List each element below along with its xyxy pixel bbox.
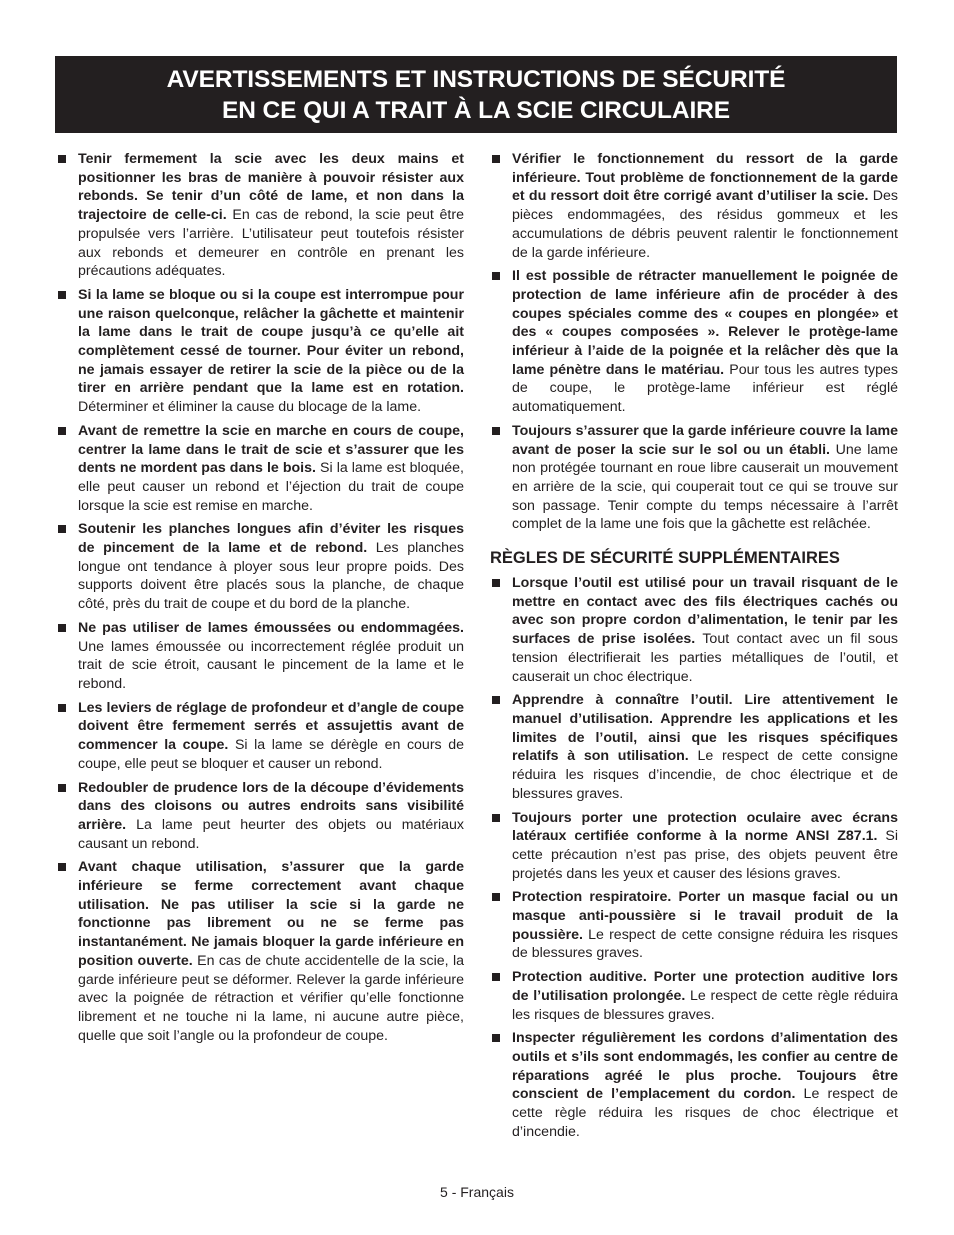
bullet-icon: [58, 427, 66, 435]
item-text: Le respect de cette consigne réduira les risques d’incendie, de choc électrique et de blessures graves.: [512, 748, 898, 802]
bullet-icon: [492, 155, 500, 163]
item-text: Si cette précaution n’est pas prise, des objets peuvent être projetés dans les yeux et causer des lésions graves.: [512, 828, 898, 882]
item-bold-text: Avant chaque utilisation, s’assurer que la garde inférieure se ferme correctement avant chaque utilisation. Ne pas utiliser la scie si la garde ne fonctionne pas librement ou ne se ferme pas instantanément. Ne jamais bloquer la garde inférieure en position ouverte.: [78, 859, 464, 969]
item-bold-text: Vérifier le fonctionnement du ressort de la garde inférieure. Tout problème de fonctionnement de la garde et du ressort doit être corrigé avant d’utiliser la scie.: [512, 151, 898, 205]
list-item: [56, 699, 464, 774]
bullet-icon: [58, 624, 66, 632]
item-bold-text: Il est possible de rétracter manuellement le poignée de protection de lame inférieure afin de procéder à des coupes spéciales comme des « coupes en plongée» et des « coupes composées ». Relever le protège-lame inférieur à l’aide de la poignée et la relâcher dès que la lame pénètre dans le matériau.: [512, 268, 898, 378]
bullet-icon: [58, 784, 66, 792]
bullet-icon: [492, 579, 500, 587]
item-text: Tout contact avec un fil sous tension électrifierait les parties métalliques de l’outil, et causerait un choc électrique.: [512, 631, 898, 685]
item-text: En cas de rebond, la scie peut être propulsée vers l’arrière. L’utilisateur peut toutefois résister aux rebonds et demeurer en contrôle en prenant les précautions adéquates.: [78, 207, 464, 280]
list-item: [490, 888, 898, 963]
item-bold-text: Lorsque l’outil est utilisé pour un travail risquant de le mettre en contact avec des fils électriques cachés ou avec son propre cordon d’alimentation, le tenir par les surfaces de prise isolées.: [512, 575, 898, 648]
item-text: Si la lame est bloquée, elle peut causer un rebond et l’éjection du trait de coupe lorsque la scie est remise en marche.: [78, 460, 465, 514]
bullet-icon: [492, 427, 500, 435]
bullet-icon: [58, 863, 66, 871]
item-text: Une lame non protégée tournant en roue libre causerait un mouvement en arrière de la scie, qui couperait tout ce qui se trouve sur son passage. Tenir compte du temps nécessaire à l’arrêt complet de la lame une fois que la gâchette est relâchée.: [512, 441, 899, 533]
list-item: [490, 691, 898, 803]
page-title-banner: [55, 56, 897, 133]
list-item: [490, 422, 898, 534]
item-bold-text: Apprendre à connaître l’outil. Lire attentivement le manuel d’utilisation. Apprendre les applications et les limites de l’outil, ainsi que les risques spécifiques relatifs à son utilisation.: [512, 692, 898, 765]
item-text: Le respect de cette consigne réduira les risques de blessures graves.: [512, 926, 898, 962]
page-title-line-2: EN CE QUI A TRAIT À LA SCIE CIRCULAIRE: [222, 96, 730, 124]
item-bold-text: Si la lame se bloque ou si la coupe est interrompue pour une raison quelconque, relâcher la gâchette et maintenir la lame dans le trait de coupe jusqu’à ce qu’elle ait complètement cessé de tourner. Pour éviter un rebond, ne jamais essayer de retirer la scie de la pièce ou de la tirer en arrière pendant que la lame est en rotation.: [78, 286, 464, 397]
page-title-line-1: AVERTISSEMENTS ET INSTRUCTIONS DE SÉCURITÉ: [166, 65, 786, 93]
item-text: Déterminer et éliminer la cause du blocage de la lame.: [78, 399, 422, 416]
bullet-icon: [58, 704, 66, 712]
item-text: Le respect de cette règle réduira les risques de blessures graves.: [512, 987, 898, 1023]
list-item: [56, 286, 464, 417]
bullet-icon: [58, 525, 66, 533]
bullet-icon: [492, 893, 500, 901]
item-bold-text: Tenir fermement la scie avec les deux mains et positionner les bras de manière à pouvoir résister aux rebonds. Se tenir d’un côté de lame, et non dans la trajectoire de celle-ci.: [78, 151, 464, 224]
item-bold-text: Redoubler de prudence lors de la découpe d’évidements dans des cloisons ou autres endroits sans visibilité arrière.: [78, 779, 464, 833]
list-item: [56, 422, 464, 516]
item-text: La lame peut heurter des objets ou matériaux causant un rebond.: [78, 816, 464, 852]
list-item: [490, 968, 898, 1024]
bullet-icon: [58, 291, 66, 299]
item-bold-text: Toujours porter une protection oculaire avec écrans latéraux certifiée conforme à la norme ANSI Z87.1.: [512, 809, 898, 845]
item-bold-text: Soutenir les planches longues afin d’éviter les risques de pincement de la lame et de rebond.: [78, 521, 464, 557]
right-column: [490, 150, 898, 1146]
item-text: Le respect de cette règle réduira les risques de choc électrique et d’incendie.: [512, 1086, 898, 1140]
item-bold-text: Inspecter régulièrement les cordons d’alimentation des outils et s’ils sont endommagés, les confier au centre de réparations agréé le plus proche. Toujours être conscient de l’emplacement du cordon.: [512, 1030, 898, 1103]
item-bold-text: Avant de remettre la scie en marche en cours de coupe, centrer la lame dans le trait de scie et s’assurer que les dents ne mordent pas dans le bois.: [78, 422, 464, 477]
page-footer: 5 - Français: [440, 1184, 514, 1200]
list-item: [56, 779, 464, 854]
item-bold-text: Protection respiratoire. Porter un masque facial ou un masque anti-poussière si le travail produit de la poussière.: [512, 889, 898, 943]
bullet-icon: [492, 272, 500, 280]
list-item: [490, 574, 898, 686]
list-item: [490, 267, 898, 417]
list-item: [490, 150, 898, 262]
item-text: Les planches longue ont tendance à ployer sous leur propre poids. Des supports doivent être placés sous la planche, de chaque côté, près du trait de coupe et du bord de la planche.: [78, 540, 464, 613]
bullet-icon: [492, 814, 500, 822]
item-bold-text: Les leviers de réglage de profondeur et d’angle de coupe doivent être fermement serrés et assujettis avant de commencer la coupe.: [78, 699, 464, 754]
item-bold-text: Ne pas utiliser de lames émoussées ou endommagées.: [78, 619, 464, 636]
list-item: [56, 520, 464, 614]
list-item: [56, 150, 464, 281]
bullet-icon: [492, 1034, 500, 1042]
bullet-icon: [492, 696, 500, 704]
list-item: [56, 858, 464, 1045]
item-text: Pour tous les autres types de coupe, le protège-lame inférieur est réglé automatiquement.: [512, 361, 898, 416]
item-text: En cas de chute accidentelle de la scie, la garde inférieure peut se déformer. Relever la garde inférieure avec la poignée de rétraction et vérifier qu’elle fonctionne librement et ne touche ni la lame, ni aucune autre pièce, quelle que soit l’angle ou la profondeur de coupe.: [78, 952, 464, 1044]
left-column: [56, 150, 464, 1050]
list-item: [490, 1029, 898, 1141]
list-item: [56, 619, 464, 694]
section-heading: RÈGLES DE SÉCURITÉ SUPPLÉMENTAIRES: [490, 549, 840, 568]
item-text: Des pièces endommagées, des résidus gommeux et les accumulations de débris peuvent ralentir le fonctionnement de la garde inférieure.: [512, 188, 898, 261]
list-item: [490, 809, 898, 884]
item-text: Si la lame se dérègle en cours de coupe, elle peut se bloquer et causer un rebond.: [78, 737, 464, 772]
item-bold-text: Toujours s’assurer que la garde inférieure couvre la lame avant de poser la scie sur le sol ou un établi.: [512, 422, 898, 458]
bullet-icon: [492, 973, 500, 981]
bullet-icon: [58, 155, 66, 163]
item-text: Une lames émoussée ou incorrectement réglée produit un trait de scie étroit, causant le pincement de la lame et le rebond.: [78, 638, 464, 692]
item-bold-text: Protection auditive. Porter une protection auditive lors de l’utilisation prolongée.: [512, 969, 898, 1004]
